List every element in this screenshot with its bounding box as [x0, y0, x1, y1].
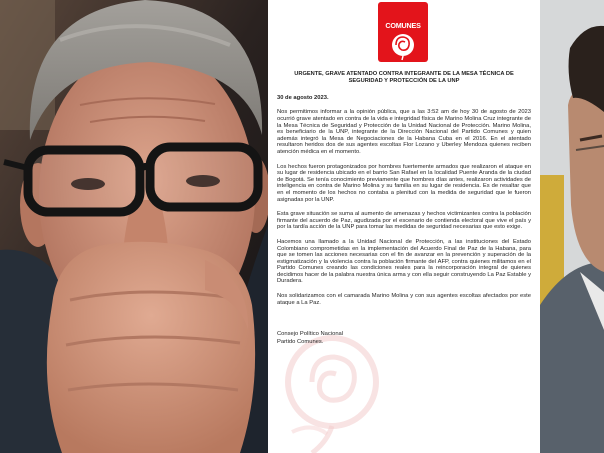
paragraph-3: Esta grave situación se suma al aumento de amenazas y hechos victimizantes contra la población firmante del acuerdo de Paz, agudizada por el escenario de contienda electoral que vive el país y por la tardía acción de la UNP para tomar las medidas de seguridad necesarias que esto exige.: [277, 211, 531, 231]
left-photo-graphic: [0, 0, 268, 453]
statement-title: URGENTE, GRAVE ATENTADO CONTRA INTEGRANTE DE LA MESA TÉCNICA DE SEGURIDAD Y PROTECCIÓN DE LA UNP: [294, 71, 514, 85]
signature: [277, 331, 531, 346]
glasses-lens-left: [28, 150, 140, 212]
comunes-logo: [378, 2, 428, 62]
statement-body: [277, 71, 531, 346]
paragraph-1: Nos permitimos informar a la opinión pública, que a las 3:52 am de hoy 30 de agosto de 2023 ocurrió grave atentado en contra de la vida e integridad física de Marino Molina Cruz integrante de la Mesa Técnica de Seguridad y Protección de la Unidad Nacional de Protección. Marino Molina, es beneficiario de la UNP, integrante de la Dirección Nacional del Partido Comunes y quien además integró la Mesa de Negociaciones de la Habana Cuba en el 2016. En el atentado resultaron heridos dos de sus agentes escoltas Flor Lozano y Uberley Mendoza quienes reciben atención médica en el momento.: [277, 109, 531, 155]
paragraph-2: Los hechos fueron protagonizados por hombres fuertemente armados que realizaron el ataque en su lugar de residencia ubicado en el barrio San Rafael en la localidad Puente Aranda de la ciudad de Bogotá. Se tenía conocimiento previamente que hombres días antes, realizaron actividades de inteligencia en contra de Marino Molina y su familia en su lugar de residencia. Es de resaltar que en el momento de los hechos no contaba a plenitud con la medida de seguridad que le fueron asignadas por la UNP.: [277, 163, 531, 203]
right-photo: [540, 0, 604, 453]
logo-badge: [378, 2, 428, 62]
right-photo-graphic: [540, 0, 604, 453]
glasses-lens-right: [150, 147, 258, 207]
logo-text: COMUNES: [385, 21, 421, 30]
paragraph-5: Nos solidarizamos con el camarada Marino Molina y con sus agentes escoltas afectados por este ataque a La Paz.: [277, 293, 531, 306]
paragraph-4: Hacemos una llamado a la Unidad Nacional de Protección, a las instituciones del Estado Colombiano comprometidas en la implementación del Acuerdo Final de Paz de la Habana, para que se tomen las acciones necesarias con el fin de avanzar en la prevención y superación de la estigmatización y la violencia contra la población firmante del AFP, contra quienes militamos en el Partido Comunes creando las condiciones reales para la reincorporación integral de quienes decidimos hacer de la palabra nuestra única arma y con ella seguir construyendo La Paz Estable y Duradera.: [277, 238, 531, 285]
signature-line-1: Consejo Político Nacional: [277, 331, 344, 338]
statement-date: 30 de agosto 2023.: [277, 94, 329, 101]
press-statement: [268, 0, 540, 453]
signature-line-2: Partido Comunes.: [277, 338, 324, 345]
hand: [47, 242, 255, 453]
glasses: [4, 147, 258, 212]
left-photo: [0, 0, 268, 453]
